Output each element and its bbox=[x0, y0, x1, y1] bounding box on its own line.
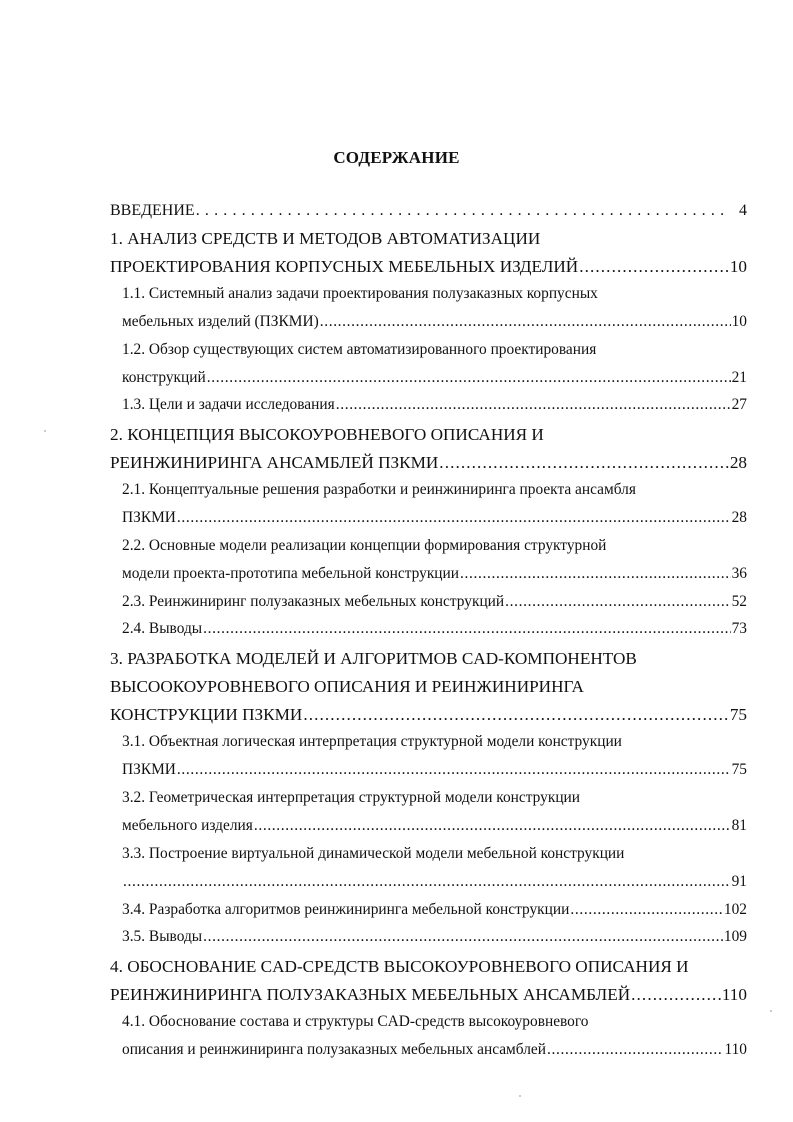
toc-page-number: 28 bbox=[729, 453, 747, 472]
toc-entry-text: модели проекта-прототипа мебельной конструкции bbox=[122, 565, 460, 582]
toc-entry bbox=[122, 341, 747, 367]
toc-entry-text: 3.4. Разработка алгоритмов реинжиниринга мебельной конструкции bbox=[122, 901, 570, 918]
toc-leader-dots bbox=[505, 593, 730, 611]
toc-entry-text: 2.3. Реинжиниринг полузаказных мебельных конструкций bbox=[122, 593, 505, 610]
toc-entry-text: 1.3. Цели и задачи исследования bbox=[122, 396, 335, 413]
toc-entry bbox=[122, 928, 747, 954]
toc-entry-text: КОНСТРУКЦИИ ПЗКМИ bbox=[110, 705, 303, 724]
toc-entry bbox=[122, 285, 747, 311]
toc-entry bbox=[110, 229, 747, 255]
toc-entry bbox=[122, 620, 747, 646]
toc-leader-dots bbox=[303, 705, 729, 725]
toc-entry-text: 4.1. Обоснование состава и структуры CAD-средств высокоуровневого bbox=[122, 1013, 589, 1030]
toc-entry-text: ПЗКМИ bbox=[122, 509, 176, 526]
toc-entry bbox=[122, 1041, 747, 1067]
toc-entry-text: 1. АНАЛИЗ СРЕДСТВ И МЕТОДОВ АВТОМАТИЗАЦИИ bbox=[110, 229, 541, 248]
toc-entry bbox=[122, 537, 747, 563]
toc-page-number: 28 bbox=[731, 509, 747, 526]
toc-entry-text: конструкций bbox=[122, 369, 206, 386]
toc-page-number: 27 bbox=[731, 396, 747, 413]
toc-entry bbox=[122, 481, 747, 507]
toc-entry-text: ВЫСООКОУРОВНЕВОГО ОПИСАНИЯ И РЕИНЖИНИРИНГА bbox=[110, 677, 584, 696]
toc-entry-text: 2.1. Концептуальные решения разработки и реинжиниринга проекта ансамбля bbox=[122, 481, 636, 498]
toc-entry-text: 2.2. Основные модели реализации концепции формирования структурной bbox=[122, 537, 607, 554]
toc-entry-text: 4. ОБОСНОВАНИЕ CAD-СРЕДСТВ ВЫСОКОУРОВНЕВОГО ОПИСАНИЯ И bbox=[110, 957, 689, 976]
toc-page-number: 10 bbox=[729, 257, 747, 276]
toc-entry-text: 3.5. Выводы bbox=[122, 928, 203, 945]
toc-entry bbox=[122, 901, 747, 927]
toc-entry bbox=[122, 817, 747, 843]
toc-page-number: 52 bbox=[731, 593, 747, 610]
toc-leader-dots bbox=[177, 761, 731, 779]
toc-entry-text: 3.1. Объектная логическая интерпретация структурной модели конструкции bbox=[122, 733, 622, 750]
toc-page-number: 109 bbox=[723, 928, 747, 945]
toc-page-number: 110 bbox=[724, 1041, 747, 1058]
toc-entry bbox=[122, 873, 747, 899]
toc-leader-dots bbox=[460, 565, 731, 583]
toc-leader-dots bbox=[336, 396, 731, 414]
toc-leader-dots bbox=[203, 928, 723, 946]
toc-entry bbox=[110, 257, 747, 283]
toc-page-number: 73 bbox=[731, 620, 747, 637]
toc-entry-text: ПРОЕКТИРОВАНИЯ КОРПУСНЫХ МЕБЕЛЬНЫХ ИЗДЕЛИЙ bbox=[110, 257, 579, 276]
toc-entry bbox=[110, 425, 747, 451]
toc-entry bbox=[122, 845, 747, 871]
toc-leader-dots bbox=[439, 453, 729, 473]
toc-leader-dots bbox=[196, 202, 728, 220]
toc-page-number: 36 bbox=[731, 565, 747, 582]
toc-entry-text: ПЗКМИ bbox=[122, 761, 176, 778]
toc-leader-dots bbox=[579, 257, 729, 277]
toc-entry bbox=[110, 705, 747, 731]
toc-entry bbox=[122, 1013, 747, 1039]
toc-leader-dots bbox=[570, 901, 723, 919]
page-title: СОДЕРЖАНИЕ bbox=[333, 148, 460, 167]
toc-entry bbox=[110, 985, 747, 1011]
toc-entry-text: РЕИНЖИНИРИНГА АНСАМБЛЕЙ ПЗКМИ bbox=[110, 453, 439, 472]
toc-entry bbox=[122, 593, 747, 619]
toc-page-number: 75 bbox=[731, 761, 747, 778]
toc-entry bbox=[122, 369, 747, 395]
toc-leader-dots bbox=[203, 620, 730, 638]
toc-entry bbox=[122, 565, 747, 591]
toc-entry bbox=[122, 396, 747, 422]
toc-entry bbox=[122, 313, 747, 339]
toc-leader-dots bbox=[631, 985, 721, 1005]
toc-entry bbox=[110, 202, 747, 228]
toc-page-number: 4 bbox=[739, 202, 747, 219]
toc-entry bbox=[122, 733, 747, 759]
toc-entry-text: 3.3. Построение виртуальной динамической модели мебельной конструкции bbox=[122, 845, 625, 862]
toc-page-number: 102 bbox=[723, 901, 747, 918]
toc-entry-text: 3.2. Геометрическая интерпретация структурной модели конструкции bbox=[122, 789, 581, 806]
toc-leader-dots bbox=[123, 873, 731, 891]
toc-entry bbox=[110, 957, 747, 983]
toc-entry-text: 1.2. Обзор существующих систем автоматизированного проектирования bbox=[122, 341, 597, 358]
toc-entry-text: мебельного изделия bbox=[122, 817, 253, 834]
toc-entry-text: 2.4. Выводы bbox=[122, 620, 203, 637]
toc-page-number: 110 bbox=[721, 985, 747, 1004]
toc-page-number: 81 bbox=[731, 817, 747, 834]
toc-leader-dots bbox=[547, 1041, 723, 1059]
toc-entry-text: 3. РАЗРАБОТКА МОДЕЛЕЙ И АЛГОРИТМОВ CAD-КОМПОНЕНТОВ bbox=[110, 649, 637, 668]
toc-entry-text: РЕИНЖИНИРИНГА ПОЛУЗАКАЗНЫХ МЕБЕЛЬНЫХ АНСАМБЛЕЙ bbox=[110, 985, 631, 1004]
toc-entry bbox=[110, 649, 747, 675]
toc-page-number: 21 bbox=[731, 369, 747, 386]
toc-leader-dots bbox=[254, 817, 731, 835]
toc-entry-text: описания и реинжиниринга полузаказных мебельных ансамблей bbox=[122, 1041, 546, 1058]
toc-leader-dots bbox=[177, 509, 731, 527]
toc-leader-dots bbox=[207, 369, 731, 387]
toc-page-number: 10 bbox=[731, 313, 747, 330]
toc-entry-text: мебельных изделий (ПЗКМИ) bbox=[122, 313, 319, 330]
toc-entry bbox=[110, 453, 747, 479]
toc-leader-dots bbox=[320, 313, 731, 331]
scan-speck bbox=[44, 430, 46, 432]
toc-entry bbox=[122, 789, 747, 815]
scan-speck bbox=[519, 1095, 521, 1097]
toc-page-number: 91 bbox=[731, 873, 747, 890]
toc-entry-text: 2. КОНЦЕПЦИЯ ВЫСОКОУРОВНЕВОГО ОПИСАНИЯ И bbox=[110, 425, 544, 444]
scan-speck bbox=[770, 1010, 772, 1012]
toc-page-number: 75 bbox=[729, 705, 747, 724]
toc-entry bbox=[122, 761, 747, 787]
toc-entry-text: 1.1. Системный анализ задачи проектирования полузаказных корпусных bbox=[122, 285, 598, 302]
toc-entry bbox=[122, 509, 747, 535]
toc-entry bbox=[110, 677, 747, 703]
toc-entry-text: ВВЕДЕНИЕ bbox=[110, 202, 195, 219]
